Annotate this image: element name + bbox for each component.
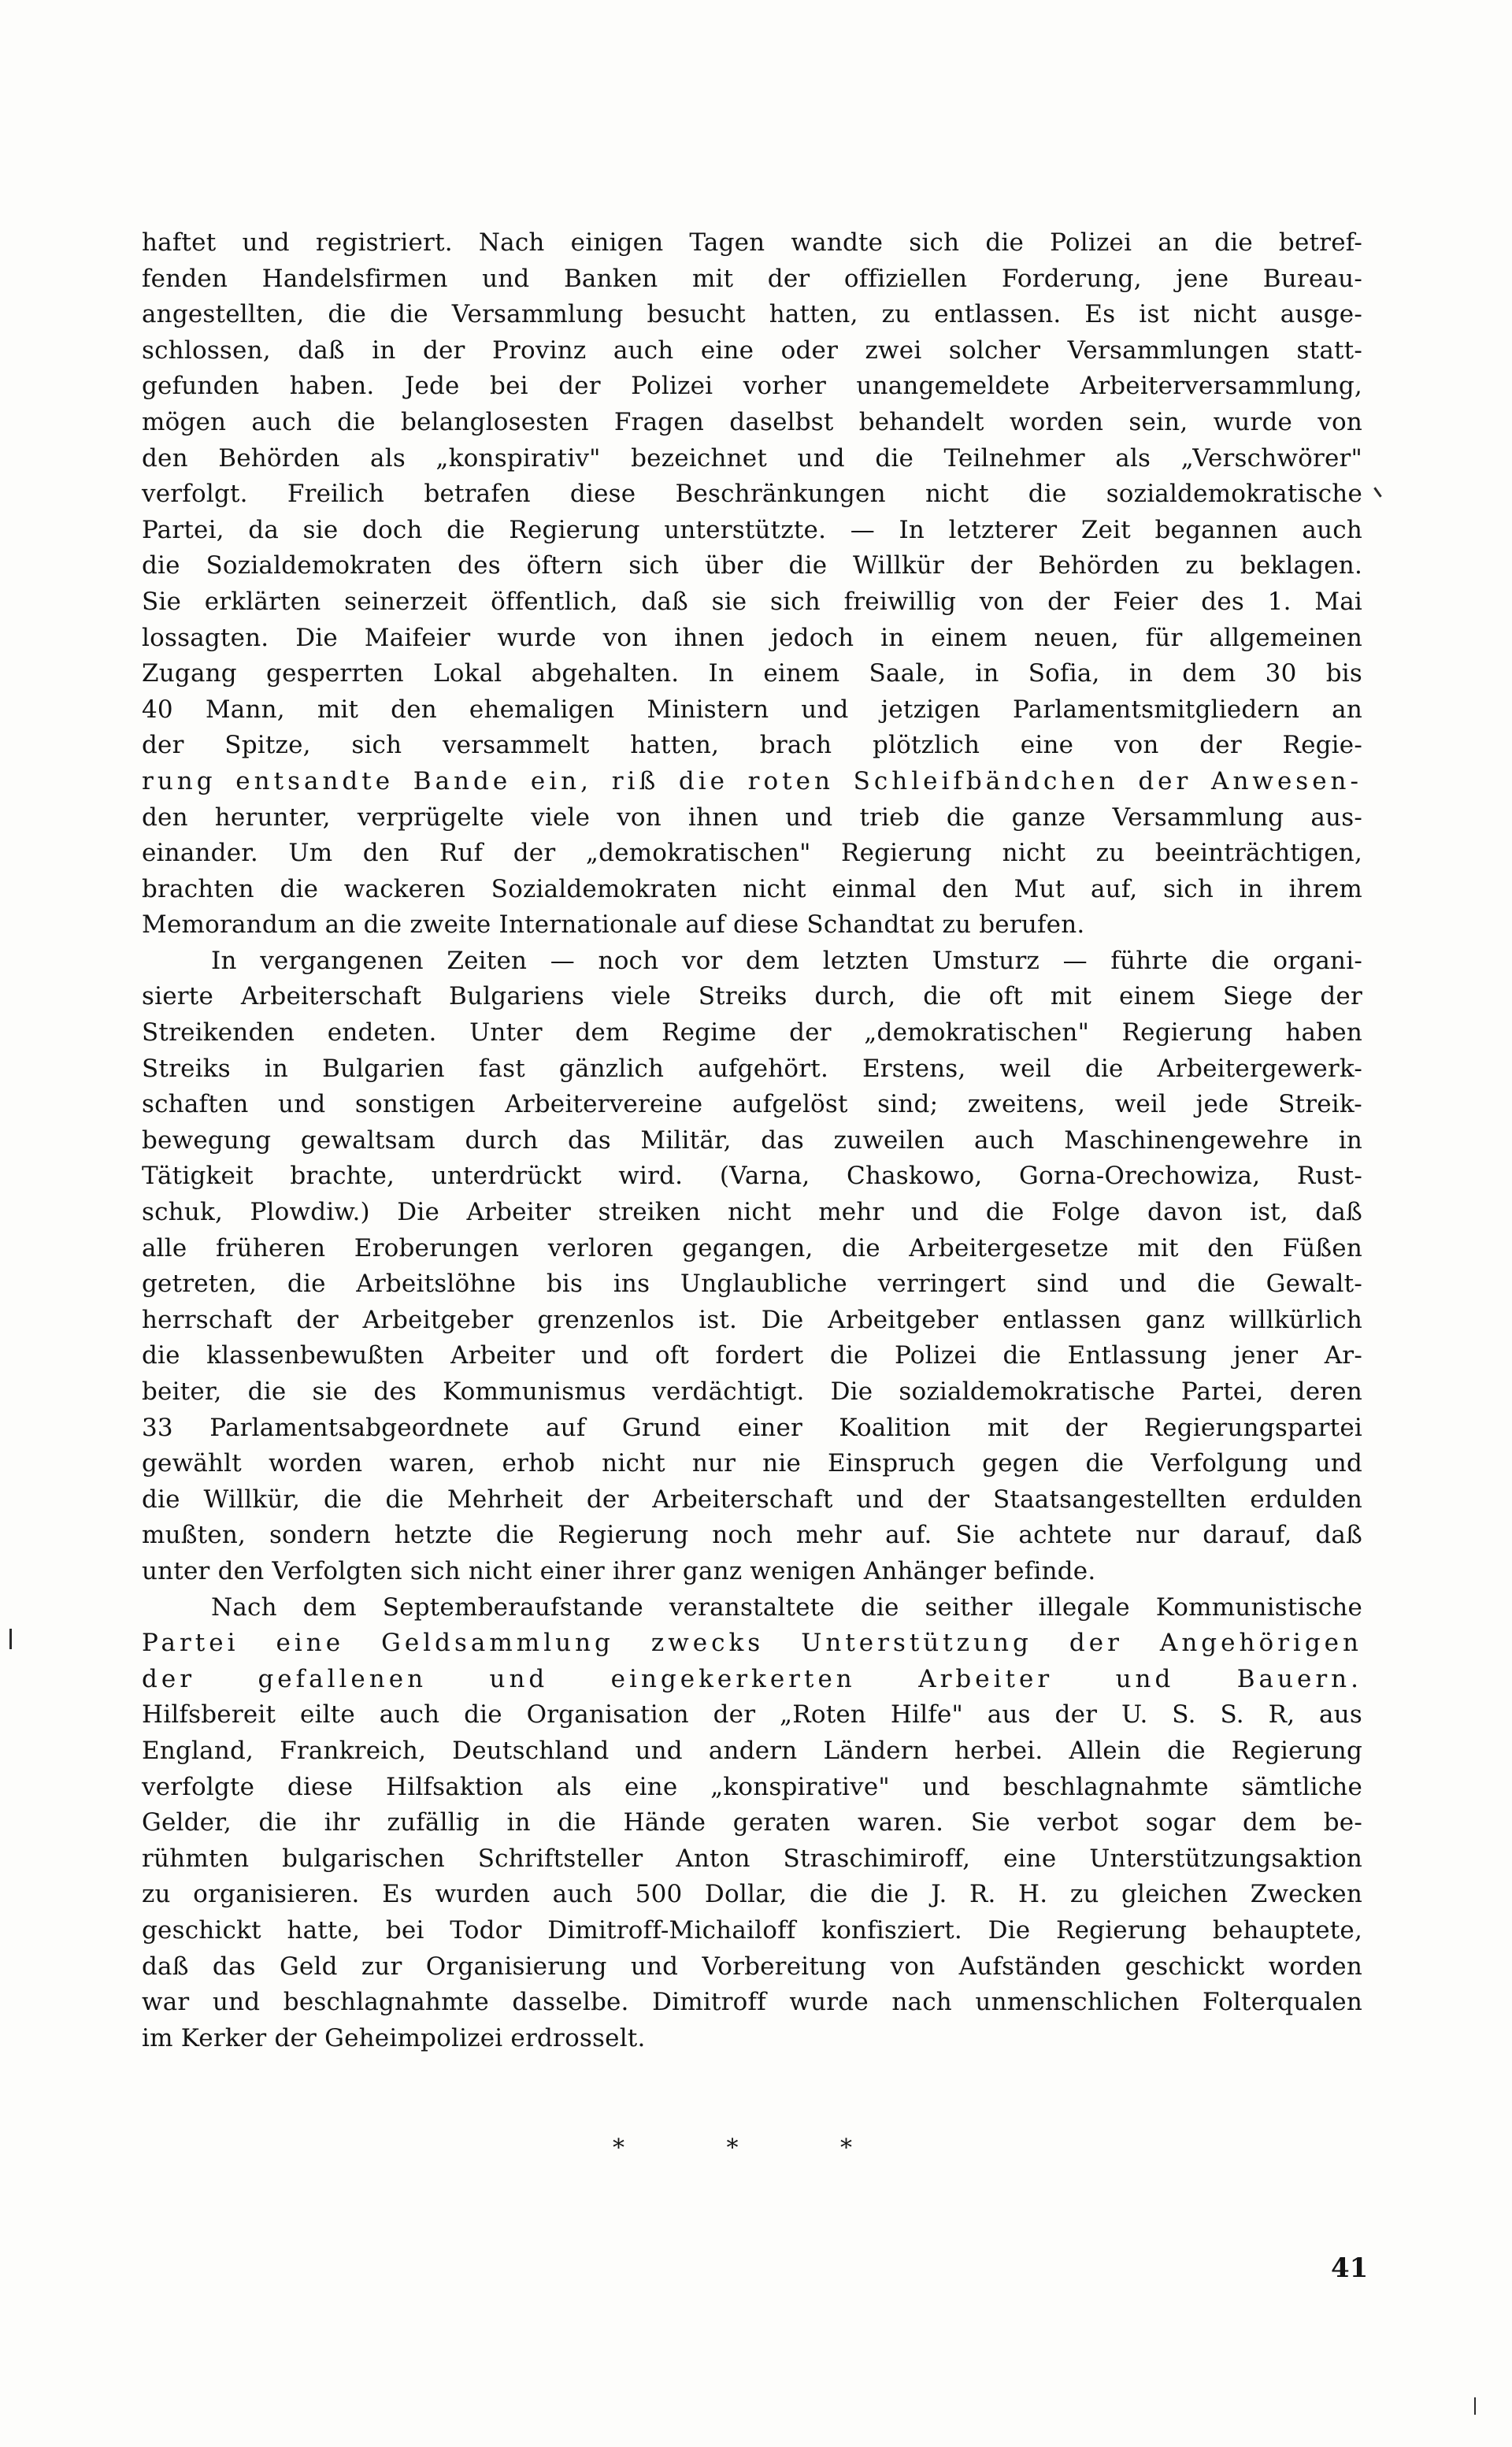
text-line: Streikenden endeten. Unter dem Regime der „demokratischen" Regierung haben — [142, 1018, 1362, 1047]
text-line: rühmten bulgarischen Schriftsteller Anton Straschimiroff, eine Unterstützungsaktion — [142, 1844, 1362, 1873]
text-line: im Kerker der Geheimpolizei erdrosselt. — [142, 2023, 646, 2052]
section-separator: * * * — [612, 2134, 900, 2162]
text-line: war und beschlagnahmte dasselbe. Dimitroff wurde nach unmenschlichen Folterqualen — [142, 1988, 1362, 2017]
body-text — [142, 225, 1362, 2056]
text-line: den Behörden als „konspirativ" bezeichnet und die Teilnehmer als „Verschwörer" — [142, 443, 1362, 473]
text-line: der Spitze, sich versammelt hatten, brach plötzlich eine von der Regie- — [142, 731, 1362, 760]
text-line: lossagten. Die Maifeier wurde von ihnen jedoch in einem neuen, für allgemeinen — [142, 623, 1362, 652]
text-line: die Willkür, die die Mehrheit der Arbeiterschaft und der Staatsangestellten erdulden — [142, 1485, 1362, 1514]
text-line: haftet und registriert. Nach einigen Tagen wandte sich die Polizei an die betref- — [142, 228, 1362, 257]
text-line: fenden Handelsfirmen und Banken mit der offiziellen Forderung, jene Bureau- — [142, 264, 1362, 293]
text-line: die klassenbewußten Arbeiter und oft fordert die Polizei die Entlassung jener Ar- — [142, 1341, 1362, 1370]
text-line: rung entsandte Bande ein, riß die roten Schleifbändchen der Anwesen- — [142, 766, 1362, 795]
text-line: England, Frankreich, Deutschland und andern Ländern herbei. Allein die Regierung — [142, 1736, 1362, 1765]
text-line: den herunter, verprügelte viele von ihnen und trieb die ganze Versammlung aus- — [142, 803, 1362, 832]
text-line: herrschaft der Arbeitgeber grenzenlos ist. Die Arbeitgeber entlassen ganz willkürlich — [142, 1305, 1362, 1334]
text-line: angestellten, die die Versammlung besucht hatten, zu entlassen. Es ist nicht ausge- — [142, 300, 1362, 329]
text-line: Tätigkeit brachte, unterdrückt wird. (Varna, Chaskowo, Gorna-Orechowiza, Rust- — [142, 1162, 1362, 1191]
text-line: verfolgte diese Hilfsaktion als eine „konspirative" und beschlagnahmte sämtliche — [142, 1772, 1362, 1801]
text-line: Partei eine Geldsammlung zwecks Unterstützung der Angehörigen — [142, 1629, 1362, 1658]
text-line: Gelder, die ihr zufällig in die Hände geraten waren. Sie verbot sogar dem be- — [142, 1808, 1362, 1837]
paragraph-2 — [142, 944, 1362, 1590]
text-line: zu organisieren. Es wurden auch 500 Dollar, die die J. R. H. zu gleichen Zwecken — [142, 1880, 1362, 1909]
text-line: mußten, sondern hetzte die Regierung noch mehr auf. Sie achtete nur darauf, daß — [142, 1521, 1362, 1550]
text-line: verfolgt. Freilich betrafen diese Beschränkungen nicht die sozialdemokratische — [142, 480, 1362, 509]
text-line: brachten die wackeren Sozialdemokraten nicht einmal den Mut auf, sich in ihrem — [142, 874, 1362, 903]
page-number: 41 — [1331, 2252, 1369, 2284]
text-line: gewählt worden waren, erhob nicht nur nie Einspruch gegen die Verfolgung und — [142, 1449, 1362, 1478]
text-line: schlossen, daß in der Provinz auch eine oder zwei solcher Versammlungen statt- — [142, 336, 1362, 365]
text-line: Partei, da sie doch die Regierung unterstützte. — In letzterer Zeit begannen auch — [142, 515, 1362, 544]
text-line: schaften und sonstigen Arbeitervereine aufgelöst sind; zweitens, weil jede Streik- — [142, 1090, 1362, 1119]
paragraph-3 — [142, 1590, 1362, 2057]
text-line: einander. Um den Ruf der „demokratischen" Regierung nicht zu beeinträchtigen, — [142, 839, 1362, 868]
text-line: Nach dem Septemberaufstande veranstaltete die seither illegale Kommunistische — [211, 1592, 1362, 1622]
text-line: getreten, die Arbeitslöhne bis ins Unglaubliche verringert sind und die Gewalt- — [142, 1270, 1362, 1299]
text-line: Streiks in Bulgarien fast gänzlich aufgehört. Erstens, weil die Arbeitergewerk- — [142, 1054, 1362, 1083]
margin-mark — [1474, 2397, 1476, 2415]
text-line: alle früheren Eroberungen verloren gegangen, die Arbeitergesetze mit den Füßen — [142, 1233, 1362, 1262]
text-line: Hilfsbereit eilte auch die Organisation der „Roten Hilfe" aus der U. S. S. R, aus — [142, 1700, 1362, 1730]
text-line: In vergangenen Zeiten — noch vor dem letzten Umsturz — führte die organi- — [211, 946, 1362, 975]
text-line: 40 Mann, mit den ehemaligen Ministern und jetzigen Parlamentsmitgliedern an — [142, 695, 1362, 724]
text-line: unter den Verfolgten sich nicht einer ihrer ganz wenigen Anhänger befinde. — [142, 1556, 1096, 1585]
margin-mark — [1373, 487, 1381, 497]
text-line: beiter, die sie des Kommunismus verdächtigt. Die sozialdemokratische Partei, deren — [142, 1377, 1362, 1406]
text-line: der gefallenen und eingekerkerten Arbeiter und Bauern. — [142, 1664, 1362, 1693]
text-line: 33 Parlamentsabgeordnete auf Grund einer Koalition mit der Regierungspartei — [142, 1413, 1362, 1442]
text-line: gefunden haben. Jede bei der Polizei vorher unangemeldete Arbeiterversammlung, — [142, 372, 1362, 401]
margin-mark — [9, 1629, 12, 1649]
text-line: Sie erklärten seinerzeit öffentlich, daß sie sich freiwillig von der Feier des 1. Mai — [142, 587, 1362, 616]
text-line: bewegung gewaltsam durch das Militär, das zuweilen auch Maschinengewehre in — [142, 1125, 1362, 1155]
text-line: Zugang gesperrten Lokal abgehalten. In einem Saale, in Sofia, in dem 30 bis — [142, 659, 1362, 688]
text-line: geschickt hatte, bei Todor Dimitroff-Michailoff konfisziert. Die Regierung behauptete, — [142, 1915, 1362, 1945]
text-line: daß das Geld zur Organisierung und Vorbereitung von Aufständen geschickt worden — [142, 1952, 1362, 1981]
paragraph-1 — [142, 225, 1362, 944]
text-line: schuk, Plowdiw.) Die Arbeiter streiken nicht mehr und die Folge davon ist, daß — [142, 1198, 1362, 1227]
text-line: mögen auch die belanglosesten Fragen daselbst behandelt worden sein, wurde von — [142, 407, 1362, 436]
text-line: Memorandum an die zweite Internationale auf diese Schandtat zu berufen. — [142, 910, 1085, 940]
text-line: sierte Arbeiterschaft Bulgariens viele Streiks durch, die oft mit einem Siege der — [142, 982, 1362, 1011]
text-line: die Sozialdemokraten des öftern sich über die Willkür der Behörden zu beklagen. — [142, 551, 1362, 580]
